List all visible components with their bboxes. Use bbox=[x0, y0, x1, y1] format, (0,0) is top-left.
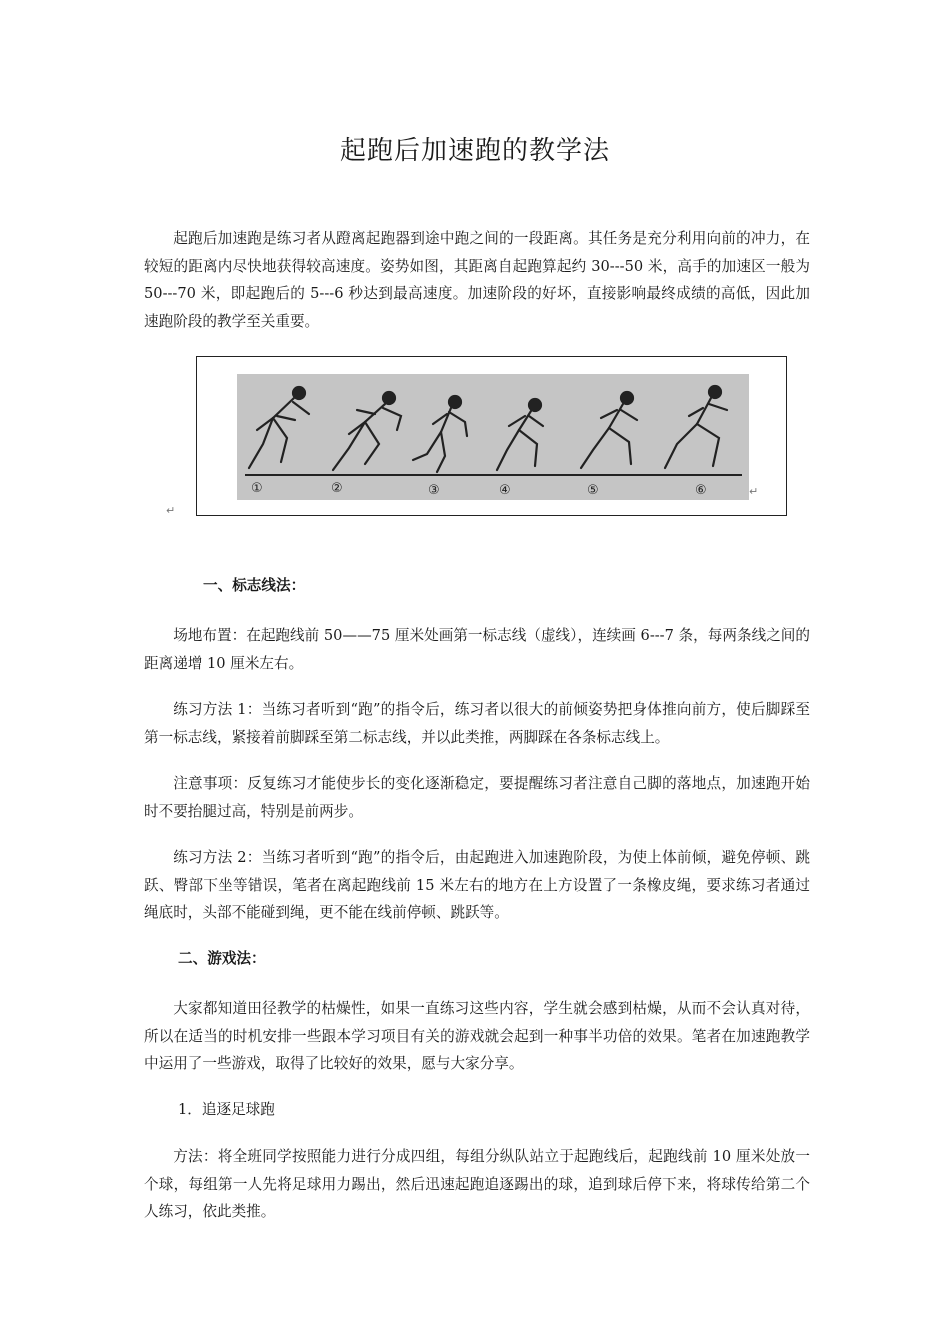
sprint-sequence-image bbox=[237, 374, 749, 500]
games-intro-paragraph: 大家都知道田径教学的枯燥性，如果一直练习这些内容，学生就会感到枯燥，从而不会认真对待，所以在适当的时机安排一些跟本学习项目有关的游戏就会起到一种事半功倍的效果。笔者在加速跑教学中运用了一些游戏，取得了比较好的效果，愿与大家分享。 bbox=[144, 1000, 810, 1072]
layout-paragraph: 场地布置：在起跑线前 50——75 厘米处画第一标志线（虚线），连续画 6---7 条，每两条线之间的距离递增 10 厘米左右。 bbox=[144, 627, 810, 672]
practice-method-1-paragraph: 练习方法 1：当练习者听到“跑”的指令后，练习者以很大的前倾姿势把身体推向前方，使后脚踩至第一标志线，紧接着前脚踩至第二标志线，并以此类推，两脚踩在各条标志线上。 bbox=[144, 701, 810, 746]
document-title: 起跑后加速跑的教学法 bbox=[339, 136, 610, 166]
notes-paragraph: 注意事项：反复练习才能使步长的变化逐渐稳定，要提醒练习者注意自己脚的落地点，加速跑开始时不要抬腿过高，特别是前两步。 bbox=[144, 775, 810, 820]
figure-marker-6: ⑥ bbox=[695, 483, 707, 498]
game-1-title: 1．追逐足球跑 bbox=[178, 1101, 275, 1118]
figure-marker-1: ① bbox=[251, 481, 263, 496]
sprint-sequence-figure bbox=[196, 356, 787, 516]
figure-marker-2: ② bbox=[331, 481, 343, 496]
section-heading-marker-line: 一、标志线法： bbox=[203, 577, 306, 594]
paragraph-mark: ↵ bbox=[166, 504, 176, 517]
paragraph-mark: ↵ bbox=[749, 485, 759, 498]
game-1-method-paragraph: 方法：将全班同学按照能力进行分成四组，每组分纵队站立于起跑线后，起跑线前 10 厘米处放一个球，每组第一人先将足球用力踢出，然后迅速起跑追逐踢出的球，追到球后停下来，将球传给第二个人练习，依此类推。 bbox=[144, 1148, 810, 1220]
figure-marker-4: ④ bbox=[499, 483, 511, 498]
figure-marker-3: ③ bbox=[428, 483, 440, 498]
figure-marker-5: ⑤ bbox=[587, 483, 599, 498]
section-heading-games: 二、游戏法： bbox=[178, 950, 266, 967]
practice-method-2-paragraph: 练习方法 2：当练习者听到“跑”的指令后，由起跑进入加速跑阶段，为使上体前倾，避免停顿、跳跃、臀部下坐等错误，笔者在离起跑线前 15 米左右的地方在上方设置了一条橡皮绳，要求练习者通过绳底时，头部不能碰到绳，更不能在线前停顿、跳跃等。 bbox=[144, 849, 810, 921]
intro-paragraph: 起跑后加速跑是练习者从蹬离起跑器到途中跑之间的一段距离。其任务是充分利用向前的冲力，在较短的距离内尽快地获得较高速度。姿势如图，其距离自起跑算起约 30---50 米，高手的加速区一般为 50---70 米，即起跑后的 5---6 秒达到最高速度。加速阶段的好坏，直接影响最终成绩的高低，因此加速跑阶段的教学至关重要。 bbox=[144, 230, 810, 330]
